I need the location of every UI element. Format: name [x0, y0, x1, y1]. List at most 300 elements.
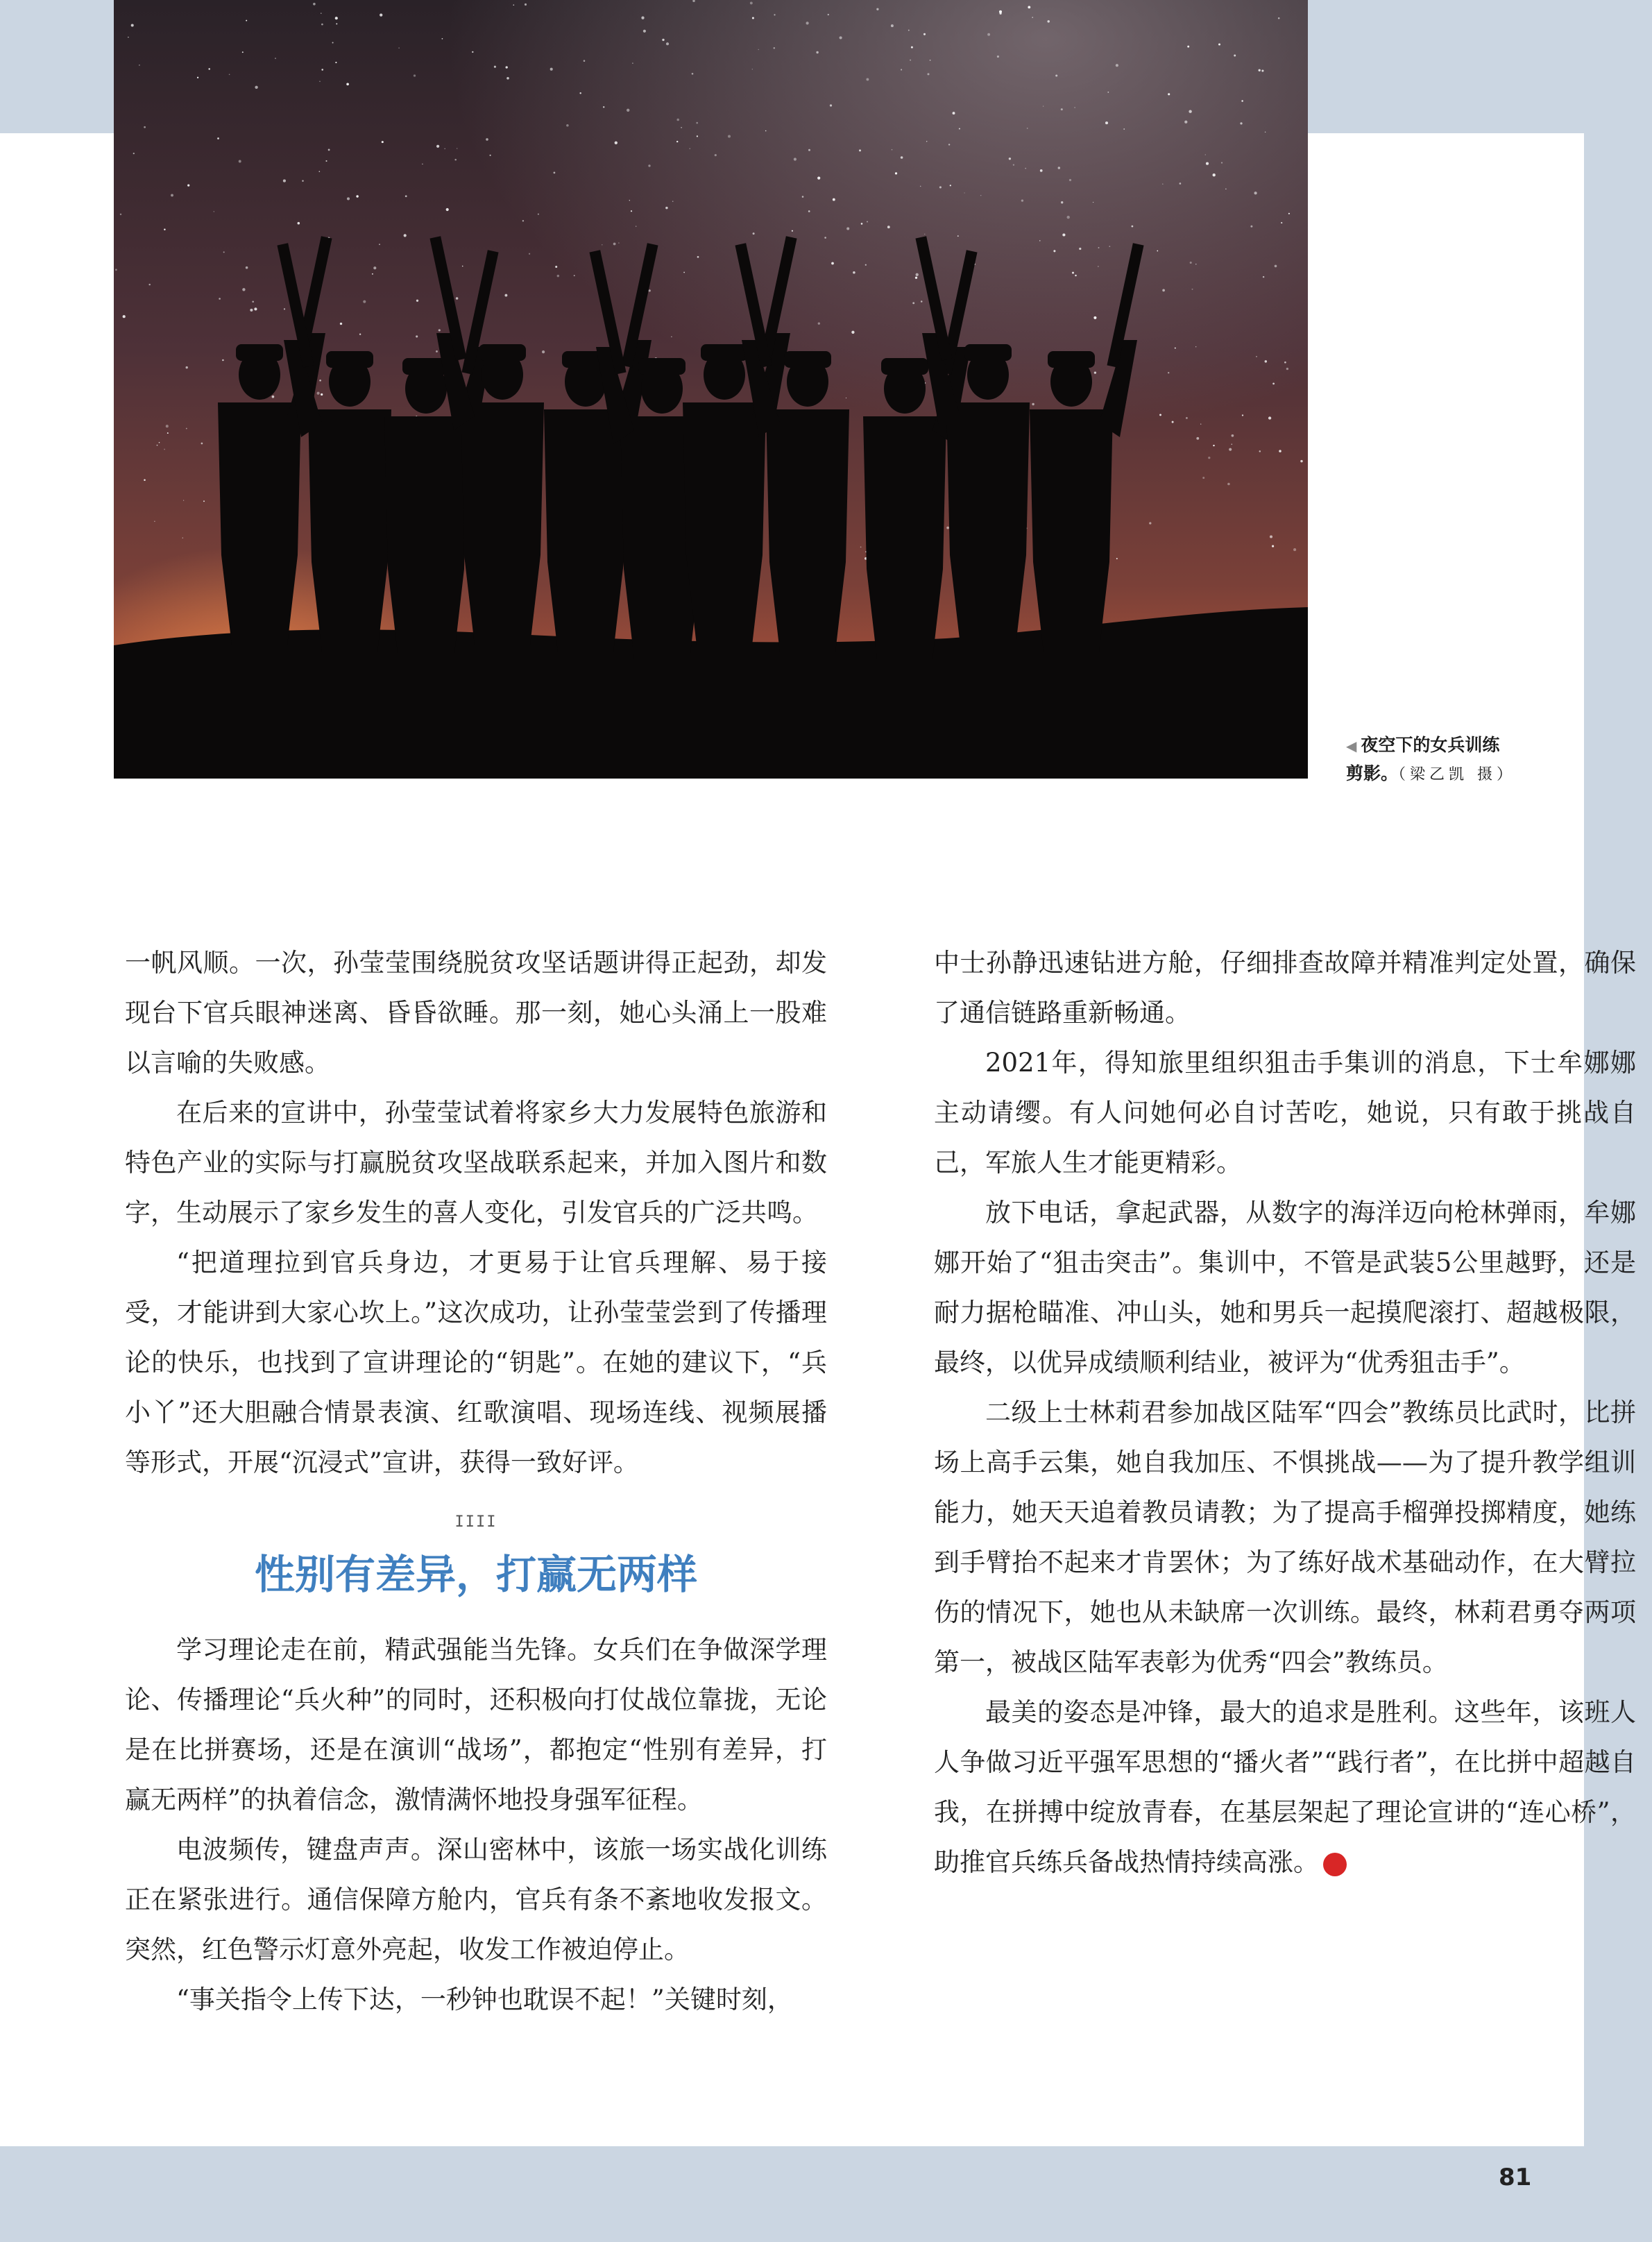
star [1098, 247, 1100, 248]
star [182, 537, 183, 538]
star [167, 432, 169, 434]
star [846, 227, 849, 230]
star [115, 269, 117, 271]
star [666, 42, 669, 45]
star [164, 449, 165, 450]
star [566, 124, 569, 127]
star [1061, 108, 1063, 110]
star [1032, 403, 1034, 405]
star [332, 42, 334, 43]
star [529, 253, 530, 255]
star [283, 180, 286, 182]
star [1240, 122, 1242, 124]
star [774, 14, 775, 15]
star [895, 172, 897, 174]
star [649, 289, 651, 291]
star [579, 92, 581, 94]
star [584, 60, 586, 62]
star [252, 300, 254, 303]
star [1040, 169, 1043, 172]
star [229, 74, 230, 76]
star [697, 135, 698, 137]
paragraph: 放下电话，拿起武器，从数字的海洋迈向枪林弹雨，牟娜娜开始了“狙击突击”。集训中，不管是武装5公里越野，还是耐力据枪瞄准、冲山头，她和男兵一起摸爬滚打、超越极限，最终，以优异成绩顺利结业，被评为“优秀狙击手”。 [934, 1198, 1636, 1377]
section-heading: 性别有差异，打赢无两样 [254, 1551, 697, 1598]
star [891, 24, 894, 27]
star [462, 266, 463, 267]
star [1250, 226, 1252, 228]
star [1075, 275, 1077, 277]
star [662, 39, 664, 41]
star [912, 302, 914, 304]
star [1288, 213, 1290, 214]
star [980, 195, 982, 196]
star [1242, 414, 1243, 416]
paragraph: 学习理论走在前，精武强能当先锋。女兵们在争做深学理论、传播理论“兵火种”的同时，还积极向打仗战位靠拢，无论是在比拼赛场，还是在演训“战场”，都抱定“性别有差异，打赢无两样”的执着信念，激情满怀地投身强军征程。 [125, 1635, 827, 1815]
star [916, 273, 919, 276]
star [923, 33, 926, 35]
star [275, 58, 276, 59]
star [853, 271, 855, 274]
star [442, 38, 443, 40]
star [860, 547, 862, 548]
star [157, 445, 158, 446]
star [1047, 20, 1049, 22]
star [1053, 250, 1055, 252]
star [892, 149, 893, 151]
star [472, 51, 473, 53]
star [1043, 105, 1044, 106]
star [950, 185, 951, 186]
star [946, 527, 949, 529]
paragraph: 一帆风顺。一次，孙莹莹围绕脱贫攻坚话题讲得正起劲，却发现台下官兵眼神迷离、昏昏欲睡。那一刻，她心头涌上一股难以言喻的失败感。 [125, 948, 827, 1078]
star [1157, 250, 1158, 252]
star [1195, 346, 1196, 347]
star [806, 22, 808, 24]
star [794, 158, 797, 160]
star [321, 24, 323, 26]
star [242, 51, 244, 53]
star [1234, 55, 1236, 57]
star [1168, 372, 1169, 373]
star [144, 479, 146, 481]
star [999, 12, 1001, 15]
star [538, 214, 539, 215]
star [1021, 199, 1023, 201]
star [908, 30, 910, 31]
star [574, 275, 575, 276]
star [321, 393, 323, 396]
star [1067, 216, 1070, 219]
star [930, 60, 931, 61]
star [166, 425, 169, 427]
star [1009, 158, 1011, 160]
star [203, 500, 205, 502]
star [223, 251, 225, 253]
star [436, 350, 438, 353]
paragraph: “事关指令上传下达，一秒钟也耽误不起！”关键时刻， [176, 1985, 793, 2014]
star [557, 275, 559, 277]
star [641, 17, 644, 19]
star [208, 68, 210, 70]
star [1293, 548, 1296, 551]
star [629, 200, 630, 201]
star [522, 220, 524, 221]
star [603, 106, 604, 108]
star [139, 65, 140, 66]
star [504, 294, 507, 297]
star [405, 195, 407, 197]
star [1263, 276, 1264, 278]
star [197, 77, 198, 78]
star [164, 229, 165, 230]
star [953, 112, 955, 114]
star [120, 214, 121, 215]
star [672, 201, 674, 202]
star [1069, 179, 1071, 181]
star [1279, 450, 1281, 452]
star [325, 160, 327, 162]
star [186, 366, 188, 368]
star [554, 172, 556, 174]
star [1213, 445, 1214, 446]
star [171, 194, 173, 196]
star [627, 109, 629, 112]
star [1259, 450, 1261, 452]
paragraph-text: 最美的姿态是冲锋，最大的追求是胜利。这些年，该班人人争做习近平强军思想的“播火者”“践行者”，在比拼中超越自我，在拼搏中绽放青春，在基层架起了理论宣讲的“连心桥”，助推官兵练兵备战热情持续高涨。 [934, 1697, 1636, 1877]
star [1186, 417, 1188, 419]
star [1162, 289, 1165, 292]
paragraph: 2021年，得知旅里组织狙击手集训的消息，下士牟娜娜主动请缨。有人问她何必自讨苦吃，她说，只有敢于挑战自己，军旅人生才能更精彩。 [934, 1048, 1636, 1178]
star [752, 17, 754, 19]
star [1094, 371, 1096, 373]
star [924, 234, 925, 235]
star [302, 180, 303, 182]
star [683, 272, 685, 273]
star [1013, 164, 1014, 165]
star [824, 237, 826, 239]
star [618, 242, 619, 243]
star [615, 142, 618, 144]
star [1272, 545, 1274, 547]
star [817, 177, 820, 180]
star [696, 122, 698, 124]
star [632, 62, 633, 64]
star [750, 1, 753, 4]
star [319, 380, 321, 382]
star [648, 164, 650, 167]
star [1206, 162, 1209, 165]
star [1270, 535, 1272, 538]
star [681, 127, 682, 128]
star [948, 144, 950, 145]
star [697, 256, 699, 258]
star [1175, 348, 1176, 349]
star [1162, 183, 1164, 185]
star [1109, 246, 1110, 247]
star [643, 30, 646, 33]
star [808, 149, 810, 151]
star [1284, 362, 1286, 364]
star [219, 298, 221, 300]
star [808, 210, 810, 212]
star [242, 288, 245, 291]
article-end-icon: N [1323, 1853, 1347, 1876]
star [1200, 423, 1201, 424]
star [676, 119, 679, 121]
star [1254, 192, 1257, 194]
star [1093, 316, 1096, 319]
star [379, 244, 380, 245]
star [328, 149, 330, 151]
star [1241, 100, 1243, 102]
star [927, 73, 929, 75]
star [851, 331, 854, 334]
star [915, 277, 917, 279]
left-text-column [125, 938, 827, 2025]
star [876, 8, 878, 10]
star [246, 20, 247, 22]
star [887, 226, 890, 228]
star [1061, 201, 1063, 203]
star [284, 308, 285, 309]
star [250, 309, 253, 312]
star [446, 208, 449, 211]
star [1278, 17, 1280, 19]
star [1281, 222, 1282, 223]
star [830, 104, 832, 106]
star [1032, 17, 1033, 18]
star [939, 186, 942, 188]
star [239, 160, 241, 163]
star [1202, 477, 1204, 479]
silhouette-photo-graphic [114, 0, 1308, 779]
caption-line1: 夜空下的女兵训练 [1361, 735, 1500, 755]
photo-caption [1346, 731, 1568, 789]
star [340, 323, 342, 325]
star [422, 164, 423, 165]
star [444, 148, 445, 149]
star [222, 359, 224, 362]
star [313, 3, 316, 6]
star [987, 33, 990, 36]
star [1190, 262, 1192, 264]
star [436, 145, 439, 148]
star [486, 138, 488, 141]
star [416, 335, 418, 337]
paragraph: 电波频传，键盘声声。深山密林中，该旅一场实战化训练正在紧张进行。通信保障方舱内，官兵有条不紊地收发报文。突然，红色警示灯意外亮起，收发工作被迫停止。 [125, 1835, 827, 1964]
star [901, 156, 903, 159]
star [454, 159, 457, 161]
star [525, 3, 527, 6]
star [1072, 272, 1074, 274]
star [631, 210, 632, 212]
star [901, 69, 902, 70]
star [792, 230, 793, 232]
star [1180, 182, 1182, 185]
star [959, 128, 960, 129]
star [359, 333, 361, 334]
star [1079, 248, 1081, 250]
star [1275, 265, 1277, 268]
caption-line2: 剪影。 [1346, 763, 1399, 783]
star [1268, 416, 1271, 419]
star [438, 329, 441, 331]
star [1265, 132, 1266, 133]
star [1159, 414, 1161, 416]
star [859, 149, 861, 151]
star [123, 315, 126, 318]
star [802, 196, 804, 198]
star [372, 273, 373, 275]
star [613, 243, 616, 246]
star [920, 186, 921, 187]
star [255, 309, 257, 310]
star [154, 521, 155, 522]
star [187, 185, 189, 187]
star [1055, 74, 1057, 76]
star [1105, 121, 1108, 124]
star [921, 300, 923, 303]
star [1058, 167, 1061, 169]
star [1208, 457, 1210, 459]
star [148, 284, 150, 285]
star [335, 17, 338, 19]
star [319, 171, 321, 172]
star [753, 232, 755, 235]
star [317, 392, 320, 395]
paragraph: 中士孙静迅速钻进方舱，仔细排查故障并精准判定处置，确保了通信链路重新畅通。 [934, 948, 1636, 1028]
star [818, 323, 820, 325]
star [1028, 6, 1030, 8]
star [144, 126, 146, 128]
star [1261, 69, 1263, 71]
star [715, 154, 717, 156]
star [1232, 434, 1234, 437]
star [1074, 107, 1075, 108]
star [1123, 128, 1125, 130]
paragraph: 二级上士林莉君参加战区陆军“四会”教练员比武时，比拼场上高手云集，她自我加压、不惧挑战——为了提升教学组训能力，她天天追着教员请教；为了提高手榴弹投掷精度，她练到手臂抬不起来才肯罢休；为了练好战术基础动作，在大臂拉伤的情况下，她也从未缺席一次训练。最终，林莉君勇夺两项第一，被战区陆军表彰为优秀“四会”教练员。 [934, 1398, 1636, 1677]
star [1168, 93, 1170, 95]
star [728, 135, 731, 137]
star [692, 73, 694, 75]
star [867, 221, 868, 222]
star [246, 266, 248, 269]
star [131, 24, 134, 26]
star [494, 66, 496, 68]
star [957, 235, 959, 237]
star [380, 13, 382, 16]
page-number: 81 [1499, 2164, 1532, 2191]
star [866, 78, 869, 80]
star [828, 14, 829, 15]
star [1259, 69, 1261, 71]
star [319, 80, 321, 82]
star [1027, 128, 1028, 129]
star [363, 300, 366, 303]
star [1272, 383, 1275, 385]
star [1184, 121, 1187, 124]
star [1213, 173, 1216, 176]
star [1286, 368, 1288, 370]
star [1221, 162, 1223, 164]
star [1229, 448, 1232, 451]
star [1192, 289, 1193, 290]
star [910, 60, 911, 61]
star [833, 198, 835, 201]
star [1025, 168, 1026, 169]
star [414, 74, 416, 76]
star [1205, 154, 1206, 155]
star [1187, 46, 1189, 48]
star [255, 86, 257, 89]
star [816, 51, 818, 53]
star [513, 4, 514, 6]
star [1218, 44, 1220, 46]
star [758, 49, 759, 50]
star [1149, 522, 1151, 524]
star [831, 262, 834, 265]
star [382, 141, 384, 143]
star [997, 56, 999, 58]
star [456, 297, 459, 300]
star [840, 36, 842, 39]
paragraph [934, 1688, 1636, 1887]
star [346, 83, 349, 85]
star [1132, 226, 1134, 228]
star [676, 141, 678, 142]
star [416, 300, 418, 302]
star [765, 130, 767, 132]
star [321, 69, 323, 71]
star [335, 62, 337, 63]
star [774, 47, 776, 49]
star [272, 396, 275, 398]
star [404, 234, 407, 237]
star [550, 68, 553, 71]
night-sky-photo [114, 0, 1308, 779]
star [1256, 356, 1257, 357]
star [1265, 360, 1267, 362]
star [201, 443, 203, 445]
star [1116, 558, 1118, 559]
star [186, 428, 187, 430]
star [1172, 421, 1174, 423]
star [133, 153, 135, 154]
star [542, 350, 545, 353]
star [398, 47, 399, 48]
star [926, 141, 927, 142]
star [1116, 64, 1118, 67]
star [1300, 460, 1302, 462]
star [356, 195, 358, 197]
section-ornament: IIII [454, 1513, 497, 1531]
star [1107, 92, 1109, 93]
star [1062, 233, 1065, 236]
star [865, 264, 867, 266]
star [347, 197, 350, 200]
star [665, 207, 667, 209]
caption-credit: （梁乙凯 摄） [1398, 766, 1517, 783]
star [336, 23, 337, 24]
paragraph: “把道理拉到官兵身边，才更易于让官兵理解、易于接受，才能讲到大家心坎上。”这次成功，让孙莹莹尝到了传播理论的快乐，也找到了宣讲理论的“钥匙”。在她的建议下，“兵小丫”还大胆融合情景表演、红歌演唱、现场连线、视频展播等形式，开展“沉浸式”宣讲，获得一致好评。 [125, 1248, 827, 1477]
star [159, 442, 160, 443]
star [911, 46, 913, 49]
caption-arrow-icon: ◀ [1346, 738, 1357, 754]
star [861, 223, 863, 225]
paragraph: 在后来的宣讲中，孙莹莹试着将家乡大力发展特色旅游和特色产业的实际与打赢脱贫攻坚战联系起来，并加入图片和数字，生动展示了家乡发生的喜人变化，引发官兵的广泛共鸣。 [125, 1098, 827, 1228]
star [373, 266, 376, 269]
star [1227, 483, 1230, 486]
